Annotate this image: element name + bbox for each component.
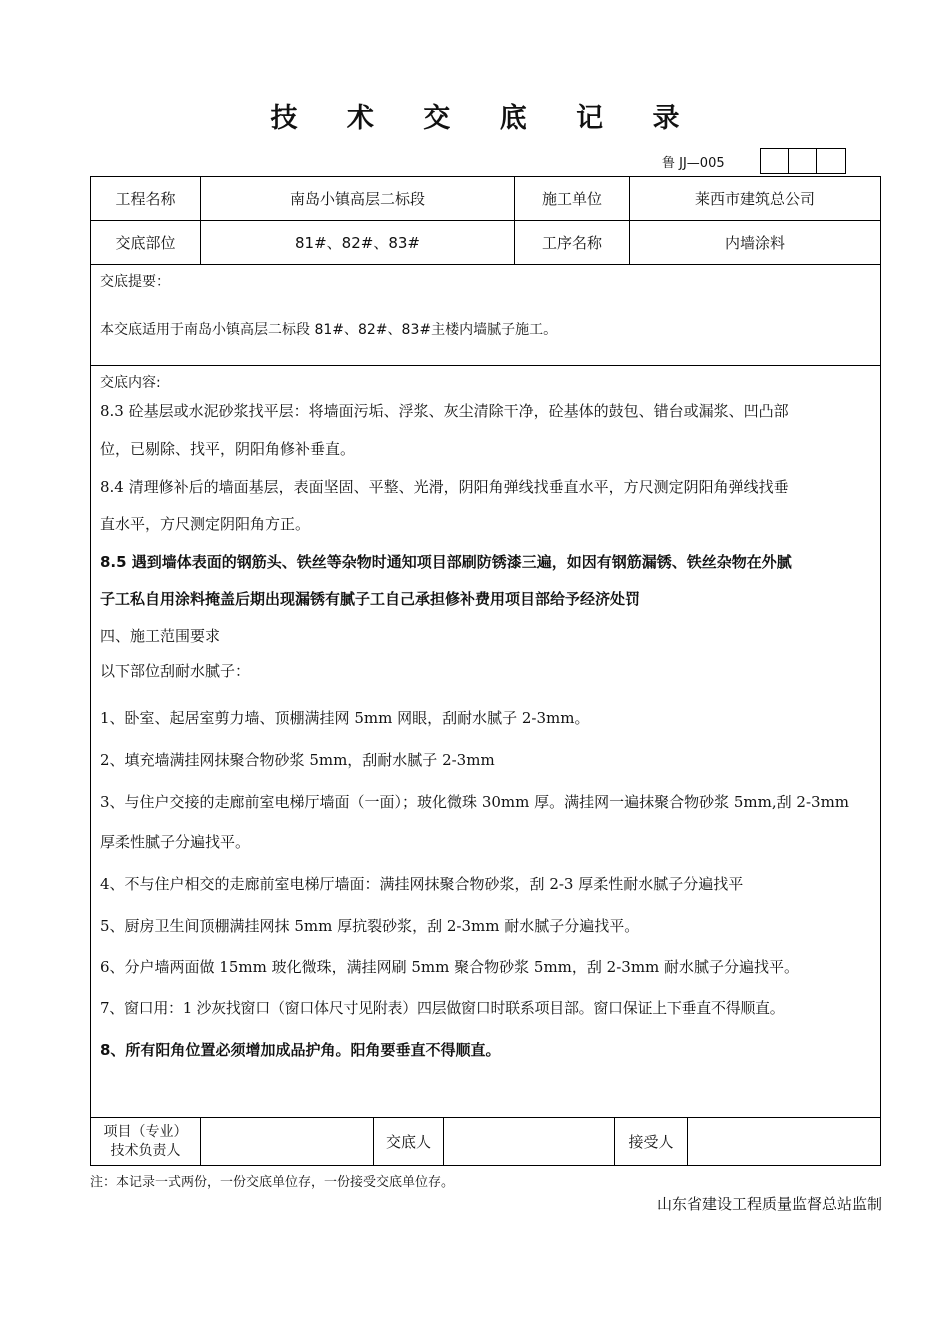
location-value: 81#、82#、83# — [201, 221, 515, 264]
summary-text: 本交底适用于南岛小镇高层二标段 81#、82#、83#主楼内墙腻子施工。 — [100, 322, 558, 338]
project-name-value: 南岛小镇高层二标段 — [201, 177, 515, 220]
content-list-item: 7、窗口用：1 沙灰找窗口（窗口体尺寸见附表）四层做窗口时联系项目部。窗口保证上下垂直不得顺直。 — [100, 999, 785, 1017]
form-code: 鲁 JJ—005 — [662, 156, 725, 171]
header-row-location — [91, 221, 880, 265]
document-title: 技 术 交 底 记 录 — [270, 103, 700, 134]
header-row-project — [91, 177, 880, 221]
content-line: 以下部位刮耐水腻子： — [100, 662, 251, 680]
summary-section — [91, 265, 880, 366]
tech-lead-label-line2: 技术负责人 — [110, 1142, 181, 1159]
tech-lead-signature-field[interactable] — [201, 1118, 374, 1165]
content-list-item: 4、不与住户相交的走廊前室电梯厅墙面：满挂网抹聚合物砂浆，刮 2-3 厚柔性耐水腻子分遍找平 — [100, 875, 744, 893]
form-number-box[interactable] — [788, 148, 816, 174]
footnote: 注：本记录一式两份，一份交底单位存，一份接受交底单位存。 — [90, 1175, 455, 1190]
record-table — [90, 176, 881, 1166]
summary-label: 交底提要： — [100, 274, 170, 290]
content-line-emphasis: 子工私自用涂料掩盖后期出现漏锈有腻子工自己承担修补费用项目部给予经济处罚 — [100, 590, 641, 608]
content-list-item-emphasis: 8、所有阳角位置必须增加成品护角。阳角要垂直不得顺直。 — [100, 1041, 501, 1059]
form-number-boxes — [760, 148, 846, 174]
content-list-item: 5、厨房卫生间顶棚满挂网抹 5mm 厚抗裂砂浆，刮 2-3mm 耐水腻子分遍找平。 — [100, 917, 640, 935]
content-line: 8.3 砼基层或水泥砂浆找平层：将墙面污垢、浮浆、灰尘清除干净，砼基体的鼓包、错台或漏浆、凹凸部 — [100, 402, 789, 420]
discloser-label: 交底人 — [374, 1118, 444, 1165]
content-line: 位，已剔除、找平，阴阳角修补垂直。 — [100, 440, 356, 458]
content-list-item: 1、卧室、起居室剪力墙、顶棚满挂网 5mm 网眼，刮耐水腻子 2-3mm。 — [100, 709, 590, 727]
content-section — [91, 366, 880, 1118]
section-heading: 四、施工范围要求 — [100, 627, 221, 645]
constructor-value: 莱西市建筑总公司 — [694, 190, 815, 208]
project-name-label: 工程名称 — [91, 177, 201, 220]
constructor-label: 施工单位 — [515, 177, 630, 220]
content-line: 8.4 清理修补后的墙面基层，表面坚固、平整、光滑，阴阳角弹线找垂直水平，方尺测定阴阳角弹线找垂 — [100, 478, 789, 496]
process-label: 工序名称 — [515, 221, 630, 264]
discloser-signature-field[interactable] — [444, 1118, 615, 1165]
receiver-signature-field[interactable] — [688, 1118, 880, 1165]
content-list-item: 6、分户墙两面做 15mm 玻化微珠，满挂网刷 5mm 聚合物砂浆 5mm，刮 2-3mm 耐水腻子分遍找平。 — [100, 958, 800, 976]
form-number-box[interactable] — [760, 148, 788, 174]
form-number-box[interactable] — [816, 148, 846, 174]
issuer-footer: 山东省建设工程质量监督总站监制 — [656, 1195, 882, 1213]
receiver-label: 接受人 — [615, 1118, 688, 1165]
content-line: 厚柔性腻子分遍找平。 — [100, 833, 251, 851]
content-line-emphasis: 8.5 遇到墙体表面的钢筋头、铁丝等杂物时通知项目部刷防锈漆三遍，如因有钢筋漏锈、铁丝杂物在外腻 — [100, 553, 792, 571]
process-value: 内墙涂料 — [724, 234, 785, 252]
content-line: 直水平，方尺测定阴阳角方正。 — [100, 515, 311, 533]
location-label: 交底部位 — [91, 221, 201, 264]
content-list-item: 3、与住户交接的走廊前室电梯厅墙面（一面）；玻化微珠 30mm 厚。满挂网一遍抹聚合物砂浆 5mm,刮 2-3mm — [100, 793, 850, 811]
signature-row — [91, 1118, 880, 1165]
tech-lead-label — [91, 1118, 201, 1165]
tech-lead-label-line1: 项目（专业） — [103, 1123, 188, 1140]
content-list-item: 2、填充墙满挂网抹聚合物砂浆 5mm，刮耐水腻子 2-3mm — [100, 751, 495, 769]
content-label: 交底内容: — [100, 375, 161, 391]
